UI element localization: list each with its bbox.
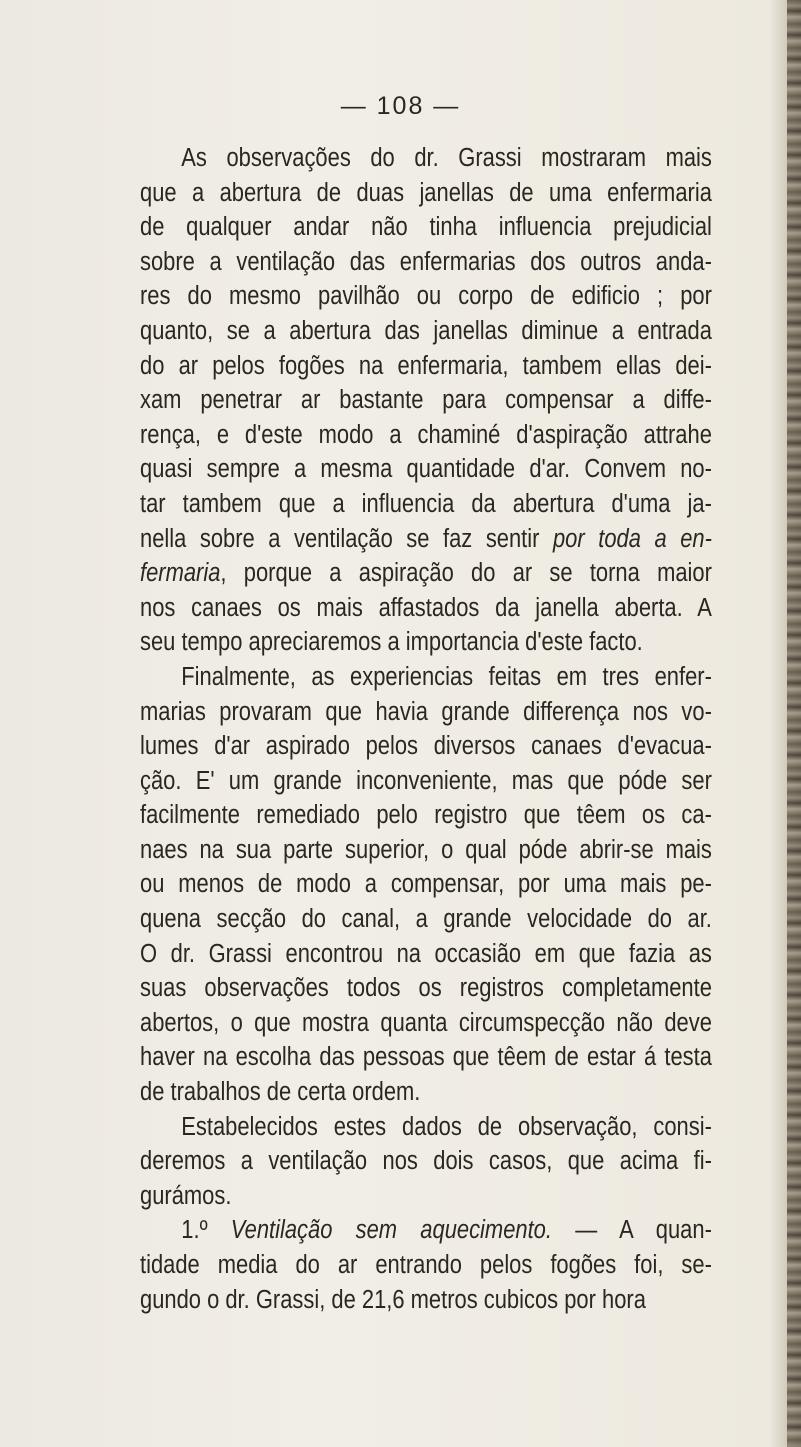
text-line: xam penetrar ar bastante para compensar a diffe- [140, 386, 712, 415]
text-line: lumes d'ar aspirado pelos diversos canaes d'evacua- [140, 732, 712, 761]
text-line: haver na escolha das pessoas que têem de estar á testa [140, 1043, 712, 1072]
italic-segment: por toda a en- [552, 524, 712, 553]
body-text [140, 141, 712, 1317]
text-line [140, 522, 712, 557]
text-segment: — A quan- [551, 1216, 712, 1245]
text-segment: , porque a aspiração do ar se torna maior [220, 559, 712, 588]
text-line: gurámos. [140, 1181, 232, 1210]
text-line: naes na sua parte superior, o qual póde abrir-se mais [140, 835, 712, 864]
text-segment: nella sobre a ventilação se faz sentir [140, 524, 553, 553]
text-line: sobre a ventilação das enfermarias dos outros anda- [140, 247, 712, 276]
page-number: — 108 — [340, 92, 461, 120]
text-line: gundo o dr. Grassi, de 21,6 metros cubicos por hora [140, 1285, 646, 1314]
italic-segment: fermaria [140, 559, 221, 588]
text-line: O dr. Grassi encontrou na occasião em que fazia as [140, 939, 712, 968]
text-line: res do mesmo pavilhão ou corpo de edificio ; por [140, 282, 712, 311]
text-line: seu tempo apreciaremos a importancia d'este facto. [140, 628, 643, 657]
text-line [140, 1213, 712, 1248]
text-line: quasi sempre a mesma quantidade d'ar. Convem no- [140, 455, 712, 484]
text-line: Finalmente, as experiencias feitas em tres enfer- [181, 662, 712, 691]
text-line: de qualquer andar não tinha influencia prejudicial [140, 213, 712, 242]
text-line: Estabelecidos estes dados de observação, consi- [181, 1112, 712, 1141]
text-line: de trabalhos de certa ordem. [140, 1078, 421, 1107]
text-line: tidade media do ar entrando pelos fogões foi, se- [140, 1251, 712, 1279]
text-line: que a abertura de duas janellas de uma enfermaria [140, 178, 712, 207]
italic-segment: Ventilação sem aquecimento. [230, 1216, 552, 1245]
text-line: marias provaram que havia grande differença nos vo- [140, 697, 712, 726]
text-line: tar tambem que a influencia da abertura d'uma ja- [140, 489, 712, 518]
text-line: ção. E' um grande inconveniente, mas que póde ser [140, 766, 712, 795]
text-line: facilmente remediado pelo registro que têem os ca- [140, 801, 712, 830]
text-segment: 1.º [181, 1216, 231, 1245]
text-line [140, 556, 712, 591]
text-line: do ar pelos fogões na enfermaria, tambem ellas dei- [140, 351, 712, 380]
text-line: rença, e d'este modo a chaminé d'aspiração attrahe [140, 420, 712, 449]
text-line: abertos, o que mostra quanta circumspecção não deve [140, 1008, 712, 1037]
text-line: suas observações todos os registros completamente [140, 974, 712, 1003]
text-line: quena secção do canal, a grande velocidade do ar. [140, 905, 712, 934]
text-line: ou menos de modo a compensar, por uma mais pe- [140, 870, 712, 899]
text-line: quanto, se a abertura das janellas diminue a entrada [140, 316, 712, 345]
text-line: deremos a ventilação nos dois casos, que acima fi- [140, 1147, 712, 1176]
text-line: As observações do dr. Grassi mostraram mais [181, 144, 712, 172]
text-line: nos canaes os mais affastados da janella aberta. A [140, 593, 712, 622]
page-edge [787, 0, 801, 1447]
